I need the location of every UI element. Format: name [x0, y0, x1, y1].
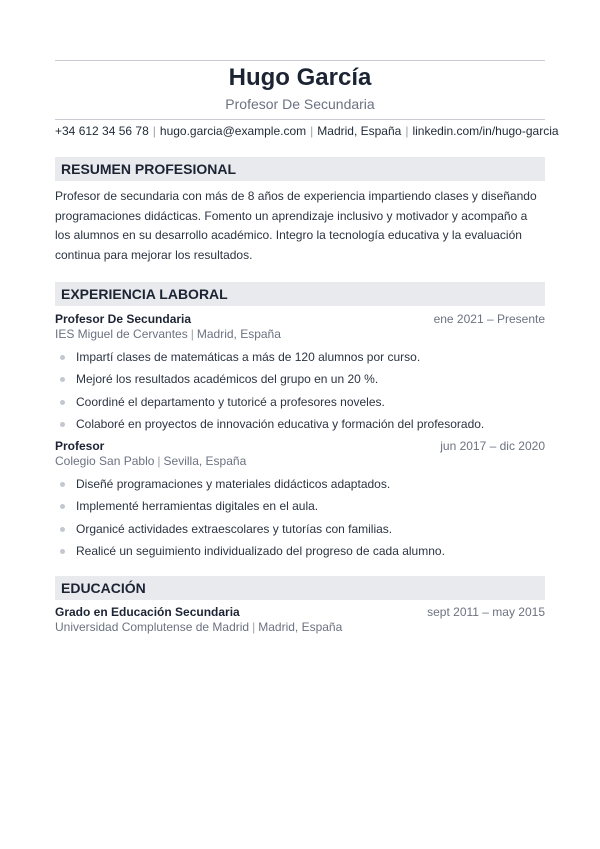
separator: |: [152, 124, 156, 138]
job-dates: ene 2021 – Presente: [433, 312, 545, 326]
header-divider: [55, 119, 545, 120]
education-institution: [55, 620, 545, 635]
contact-line: [55, 124, 559, 138]
job-entry: [55, 312, 545, 435]
section-title-education: EDUCACIÓN: [55, 576, 545, 600]
job-role: Profesor: [55, 439, 105, 453]
bullet-dot-icon: [60, 504, 65, 509]
bullet-dot-icon: [60, 527, 65, 532]
contact-location: Madrid, España: [317, 124, 402, 138]
list-item: Realicé un seguimiento individualizado del progreso de cada alumno.: [55, 540, 545, 562]
job-location: Madrid, España: [196, 327, 281, 341]
contact-phone: +34 612 34 56 78: [55, 124, 149, 138]
job-location: Sevilla, España: [163, 454, 247, 468]
education-dates: sept 2011 – may 2015: [427, 605, 545, 619]
section-title-summary: RESUMEN PROFESIONAL: [55, 157, 545, 181]
job-organization: [55, 327, 545, 342]
list-item: Coordiné el departamento y tutoricé a profesores noveles.: [55, 391, 545, 413]
job-org-name: Colegio San Pablo: [55, 454, 155, 468]
separator: |: [157, 454, 161, 468]
job-organization: [55, 454, 545, 469]
job-role: Profesor De Secundaria: [55, 312, 192, 326]
contact-linkedin: linkedin.com/in/hugo-garcia: [412, 124, 559, 138]
section-title-experience: EXPERIENCIA LABORAL: [55, 282, 545, 306]
education-org-name: Universidad Complutense de Madrid: [55, 620, 250, 634]
job-dates: jun 2017 – dic 2020: [440, 439, 545, 453]
job-bullets: [55, 346, 545, 435]
separator: |: [405, 124, 409, 138]
contact-email: hugo.garcia@example.com: [159, 124, 307, 138]
education-location: Madrid, España: [258, 620, 343, 634]
top-divider: [55, 60, 545, 61]
list-item: Colaboré en proyectos de innovación educativa y formación del profesorado.: [55, 413, 545, 435]
list-item: Diseñé programaciones y materiales didácticos adaptados.: [55, 473, 545, 495]
bullet-dot-icon: [60, 549, 65, 554]
separator: |: [310, 124, 314, 138]
candidate-headline: Profesor De Secundaria: [225, 96, 375, 112]
job-org-name: IES Miguel de Cervantes: [55, 327, 188, 341]
summary-text: Profesor de secundaria con más de 8 años de experiencia impartiendo clases y diseñando programaciones didácticas. Fomento un aprendizaje inclusivo y motivador y acompaño a los alumnos en su desarrollo académico. Integro la tecnología educativa y la evaluación continua para mejorar los resultados.: [55, 189, 537, 262]
job-entry: [55, 439, 545, 562]
job-bullets: [55, 473, 545, 562]
separator: |: [252, 620, 256, 634]
list-item: Impartí clases de matemáticas a más de 120 alumnos por curso.: [55, 346, 545, 368]
bullet-dot-icon: [60, 355, 65, 360]
bullet-dot-icon: [60, 377, 65, 382]
bullet-dot-icon: [60, 482, 65, 487]
list-item: Implementé herramientas digitales en el aula.: [55, 495, 545, 517]
bullet-dot-icon: [60, 422, 65, 427]
list-item: Mejoré los resultados académicos del grupo en un 20 %.: [55, 368, 545, 390]
education-degree: Grado en Educación Secundaria: [55, 605, 240, 619]
bullet-dot-icon: [60, 400, 65, 405]
list-item: Organicé actividades extraescolares y tutorías con familias.: [55, 518, 545, 540]
education-entry: [55, 605, 545, 635]
candidate-name: Hugo García: [228, 64, 372, 91]
separator: |: [190, 327, 194, 341]
